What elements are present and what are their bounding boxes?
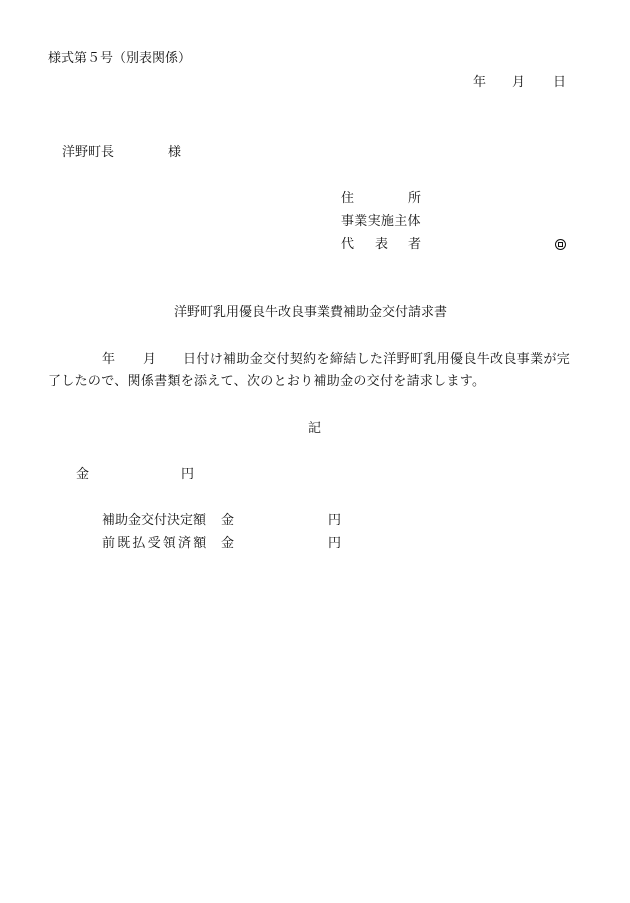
address-label-char-1: 住 — [341, 191, 355, 206]
body-year-label: 年 — [102, 352, 116, 367]
representative-label-char-2: 表 — [375, 237, 389, 252]
entity-label: 事業実施主体 — [341, 214, 421, 229]
address-label-char-2: 所 — [408, 191, 422, 206]
representative-label-char-1: 代 — [341, 237, 355, 252]
amount-unit: 円 — [181, 467, 195, 482]
date-month-label: 月 — [512, 75, 526, 90]
seal-mark-icon — [555, 239, 566, 250]
record-heading: 記 — [308, 421, 322, 436]
detail-label-prepaid-amount: 前既払受領済額 — [102, 536, 209, 551]
body-month-label: 月 — [143, 352, 157, 367]
addressee-honorific: 様 — [168, 145, 182, 160]
body-line-2: 了したので、関係書類を添えて、次のとおり補助金の交付を請求します。 — [48, 374, 486, 389]
body-line-1: 日付け補助金交付契約を締結した洋野町乳用優良牛改良事業が完 — [183, 352, 571, 367]
representative-label-char-3: 者 — [408, 237, 422, 252]
date-day-label: 日 — [553, 75, 567, 90]
detail-unit-decided-amount: 円 — [328, 513, 342, 528]
date-year-label: 年 — [473, 75, 487, 90]
document-title: 洋野町乳用優良牛改良事業費補助金交付請求書 — [174, 305, 448, 320]
addressee-name: 洋野町長 — [62, 145, 115, 160]
form-number: 様式第５号（別表関係） — [48, 51, 192, 66]
detail-prefix-decided-amount: 金 — [221, 513, 235, 528]
amount-prefix: 金 — [76, 467, 90, 482]
detail-label-decided-amount: 補助金交付決定額 — [102, 513, 207, 528]
detail-unit-prepaid-amount: 円 — [328, 536, 342, 551]
detail-prefix-prepaid-amount: 金 — [221, 536, 235, 551]
